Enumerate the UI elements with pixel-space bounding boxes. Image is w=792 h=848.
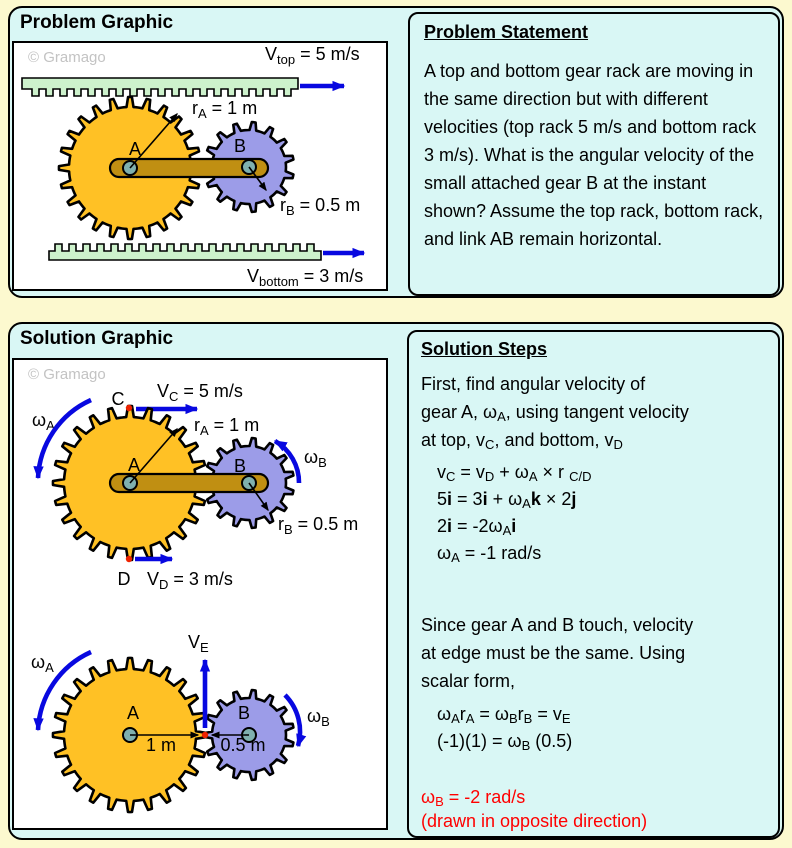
equation-omega-a-result: $\omega_A = -1$ rad/s [437, 543, 542, 565]
problem-statement-title: Problem Statement [424, 22, 589, 42]
radius-b-label: $r_B = 0.5$ m [280, 195, 361, 218]
solution-steps-title: Solution Steps [421, 339, 547, 359]
v-bottom-label: $V_{bottom} = 3$ m/s [247, 266, 364, 289]
v-d-label: $V_D = 3$ m/s [147, 569, 233, 592]
equation-5i-3i: $5i = 3i + \omega_Ak \times 2j$ [437, 489, 577, 511]
equation-vc-vd: $v_C = v_D + \omega_A \times r$ $_{C/D}$ [437, 462, 592, 484]
dim-1m-label: 1 m [145, 735, 177, 755]
final-answer [421, 785, 772, 833]
steps-para1-line3: at top, $v_C$, and bottom, $v_D$ [421, 430, 623, 452]
equation-block-2 [437, 701, 772, 755]
bottom-rack [49, 244, 321, 260]
problem-statement-body: A top and bottom gear rack are moving in the same direction but with different velocities (top rack 5 m/s and bottom rack 3 m/s). What is the angular velocity of the small attached gear B at the instant shown? Assume the top rack, bottom rack, and link AB remain horizontal. [424, 61, 764, 249]
problem-graphic-title: Problem Graphic [20, 12, 174, 33]
steps-para1-line1: First, find angular velocity of [421, 374, 646, 394]
watermark-text: © Gramago [28, 366, 106, 383]
steps-para2-line3: scalar form, [421, 671, 516, 691]
problem-panel [8, 6, 784, 298]
dim-05m-label: 0.5 m [220, 735, 266, 755]
watermark-text: © Gramago [28, 49, 106, 66]
point-e-dot [202, 732, 208, 738]
point-c-label: C [111, 389, 125, 409]
omega-a-label-2: $\omega_A$ [31, 652, 54, 675]
answer-note: (drawn in opposite direction) [421, 811, 648, 831]
gear-b-label: B [233, 136, 247, 156]
gear-a-label: A [127, 455, 141, 475]
point-d-label: D [117, 569, 131, 589]
point-d-dot [126, 556, 132, 562]
radius-a-label: $r_A = 1$ m [192, 98, 258, 121]
steps-para1-line2: gear A, $\omega_A$, using tangent velocity [421, 402, 689, 424]
answer-omega-b: $\omega_B = -2$ rad/s [421, 787, 526, 809]
gear-b-label: B [233, 456, 247, 476]
solution-steps-text [421, 370, 772, 833]
omega-b-arc-2 [285, 695, 300, 746]
v-e-label: $V_E$ [188, 632, 209, 655]
omega-a-label: $\omega_A$ [32, 410, 55, 433]
equation-2i: $2i = -2\omega_Ai$ [437, 516, 517, 538]
omega-b-label: $\omega_B$ [304, 447, 327, 470]
v-c-label: $V_C = 5$ m/s [157, 381, 243, 404]
v-top-label: $V_{top} = 5$ m/s [265, 44, 360, 67]
solution-panel [8, 322, 784, 840]
solution-graphic-canvas [12, 358, 388, 830]
equation-substitute: $(-1)(1) = \omega_B$ (0.5) [437, 731, 573, 753]
radius-b-label: $r_B = 0.5$ m [278, 514, 359, 537]
gear-a-label: A [128, 139, 142, 159]
solution-steps-box [407, 330, 780, 838]
top-rack [22, 78, 298, 96]
point-c-dot [126, 405, 132, 411]
problem-statement-box [408, 12, 780, 296]
equation-scalar: $\omega_Ar_A = \omega_Br_B = v_E$ [437, 704, 571, 726]
gear-b-label-2: B [237, 703, 251, 723]
steps-para2-line2: at edge must be the same. Using [421, 643, 686, 663]
steps-para2-line1: Since gear A and B touch, velocity [421, 615, 694, 635]
solution-graphic-title: Solution Graphic [20, 328, 174, 349]
gear-a-label-2: A [126, 703, 140, 723]
equation-block-1 [437, 459, 772, 567]
problem-graphic-canvas [12, 41, 388, 291]
radius-a-label: $r_A = 1$ m [194, 415, 260, 438]
omega-b-label-2: $\omega_B$ [307, 706, 330, 729]
